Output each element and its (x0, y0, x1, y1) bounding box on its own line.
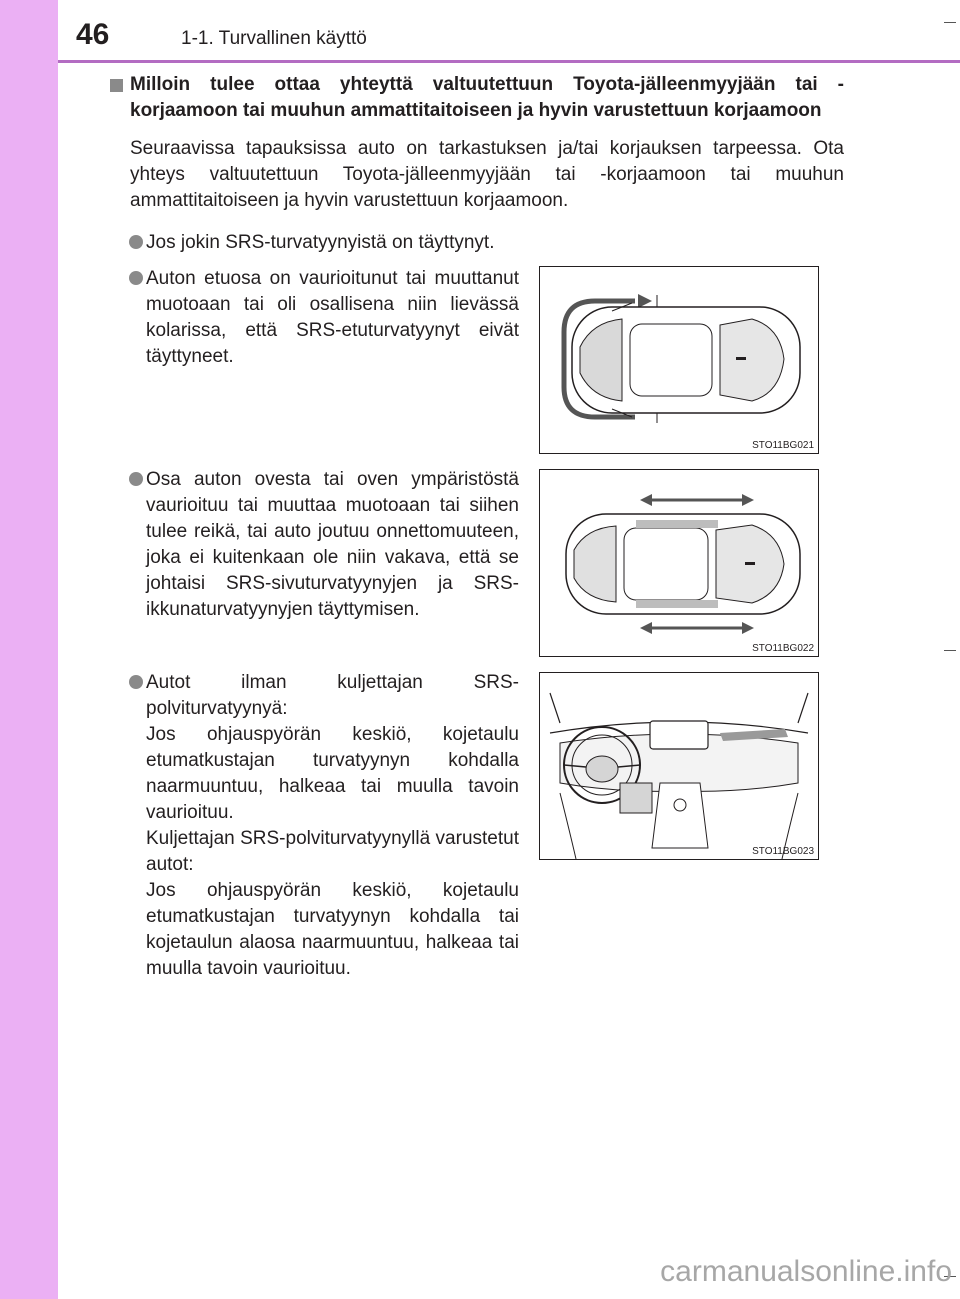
bullet-item (146, 230, 546, 256)
figure-code: STO11BG022 (752, 643, 814, 654)
figure-code: STO11BG023 (752, 846, 814, 857)
crop-mark (944, 650, 956, 651)
circle-bullet-icon (129, 271, 143, 285)
bullet-text-line: Jos ohjauspyörän keskiö, kojetaulu etumatkustajan turvatyynyn kohdalla naarmuuntuu, halkeaa tai muulla tavoin vaurioituu. (146, 724, 519, 823)
circle-bullet-icon (129, 472, 143, 486)
car-side-impact-illustration (540, 470, 818, 656)
bullet-text-line: Kuljettajan SRS-polviturvatyynyllä varustetut autot: (146, 828, 519, 875)
circle-bullet-icon (129, 235, 143, 249)
bullet-item (146, 266, 519, 370)
chapter-sidebar-tab (0, 0, 58, 1299)
content-section (110, 72, 844, 214)
bullet-item (146, 670, 519, 982)
page-number: 46 (76, 18, 110, 51)
car-top-view-illustration (540, 267, 818, 453)
figure-code: STO11BG021 (752, 440, 814, 451)
figure-side-impact (539, 469, 819, 657)
header-rule (58, 60, 960, 63)
intro-paragraph: Seuraavissa tapauksissa auto on tarkastuksen ja/tai korjauksen tarpeessa. Ota yhteys valtuutettuun Toyota-jälleenmyyjään tai -korjaamoon tai muuhun ammattitaitoiseen ja hyvin varustettuun korjaamoon. (130, 138, 844, 211)
section-heading: Milloin tulee ottaa yhteyttä valtuutettuun Toyota-jälleenmyyjään tai -korjaamoon tai muuhun ammattitaitoiseen ja hyvin varustettuun korjaamoon (110, 72, 844, 124)
dashboard-illustration (540, 673, 818, 859)
watermark-text: carmanualsonline.info (660, 1255, 952, 1288)
circle-bullet-icon (129, 675, 143, 689)
bullet-text: Osa auton ovesta tai oven ympäristöstä vaurioituu tai muuttaa muotoaan tai siihen tulee reikä, tai auto joutuu onnettomuuteen, joka ei kuitenkaan ole niin vakava, että se johtaisi SRS-sivuturvatyynyjen ja SRS-ikkunaturvatyynyjen täyttymisen. (146, 469, 519, 620)
figure-dashboard (539, 672, 819, 860)
bullet-text: Auton etuosa on vaurioitunut tai muuttanut muotoaan tai oli osallisena niin lievässä kolarissa, että SRS-etuturvatyynyt eivät täyttyneet. (146, 268, 519, 367)
section-title: 1-1. Turvallinen käyttö (181, 28, 367, 49)
bullet-text-line: Autot ilman kuljettajan SRS-polviturvatyynyä: (146, 672, 519, 719)
bullet-text-line: Jos ohjauspyörän keskiö, kojetaulu etumatkustajan turvatyynyn kohdalla tai kojetaulun alaosa naarmuuntuu, halkeaa tai muulla tavoin vaurioituu. (146, 880, 519, 979)
figure-front-impact (539, 266, 819, 454)
bullet-item (146, 467, 519, 623)
bullet-text: Jos jokin SRS-turvatyynyistä on täyttynyt. (146, 232, 495, 253)
crop-mark (944, 22, 956, 23)
square-bullet-icon (110, 79, 123, 92)
